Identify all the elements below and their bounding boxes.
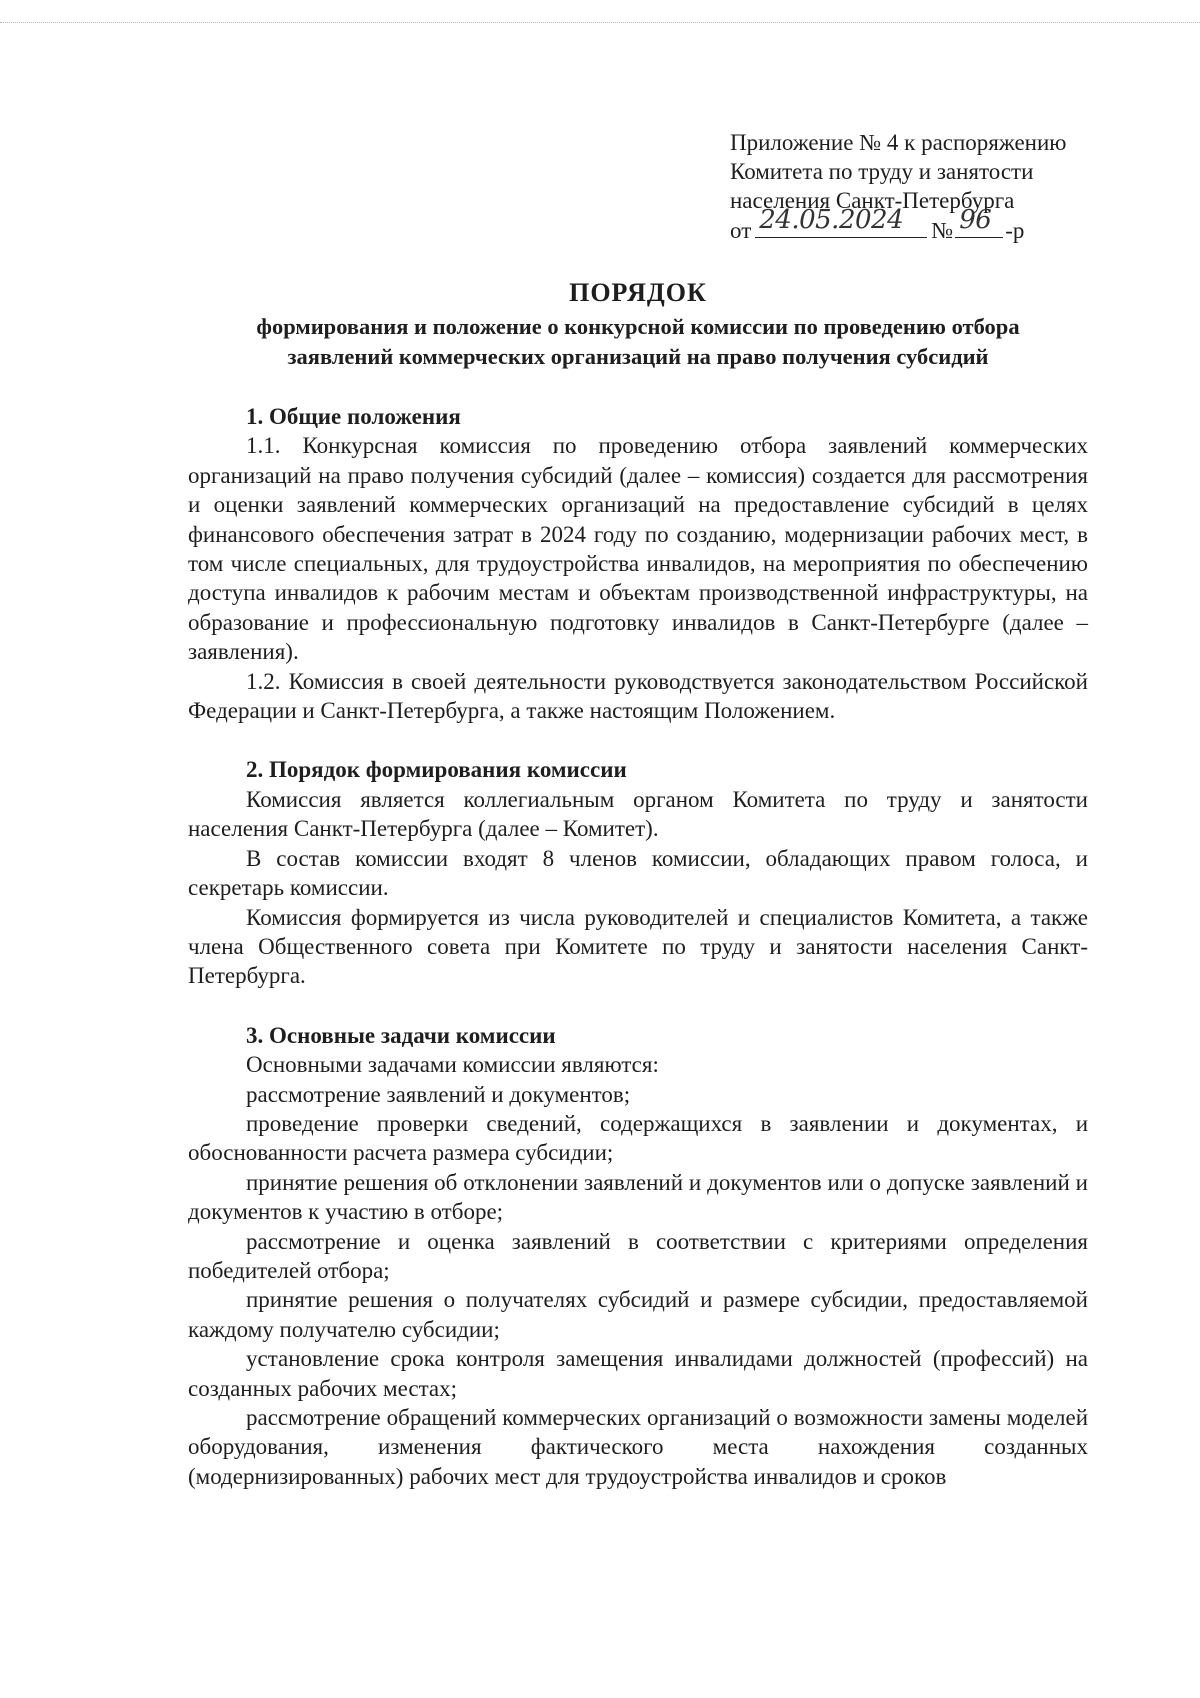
handwritten-date: 24.05.2024 bbox=[759, 205, 904, 235]
number-suffix: -р bbox=[1005, 218, 1025, 243]
section-3-paragraph-2: рассмотрение заявлений и документов; bbox=[246, 1081, 631, 1107]
section-3-paragraph-8: рассмотрение обращений коммерческих организаций о возможности замены моделей оборудования, изменения фактического места нахождения созданных (модернизированных) рабочих мест для трудоустройства инвалидов и сроков bbox=[188, 1405, 1088, 1489]
appendix-block bbox=[730, 128, 1170, 245]
document-subtitle-line-2: заявлений коммерческих организаций на право получения субсидий bbox=[287, 344, 989, 369]
section-3-paragraph-5: рассмотрение и оценка заявлений в соответствии с критериями определения победителей отбора; bbox=[188, 1228, 1088, 1283]
scan-edge-line bbox=[0, 22, 1200, 23]
section-3-paragraph-6: принятие решения о получателях субсидий и размере субсидии, предоставляемой каждому получателю субсидии; bbox=[188, 1287, 1088, 1342]
section-gap bbox=[188, 991, 1088, 1021]
from-label: от bbox=[730, 218, 752, 243]
section-1-paragraph-2: 1.2. Комиссия в своей деятельности руководствуется законодательством Российской Федерации и Санкт-Петербурга, а также настоящим Положением. bbox=[188, 668, 1088, 724]
section-3-paragraph-3: проведение проверки сведений, содержащихся в заявлении и документах, и обоснованности расчета размера субсидии; bbox=[188, 1110, 1088, 1166]
section-3-heading: 3. Основные задачи комиссии bbox=[246, 1022, 556, 1048]
section-1-paragraph-1: 1.1. Конкурсная комиссия по проведению отбора заявлений коммерческих организаций на право получения субсидий (далее – комиссия) создается для рассмотрения и оценки заявлений коммерческих организаций на предоставление субсидий в целях финансового обеспечения затрат в 2024 году по созданию, модернизации рабочих мест, в том числе специальных, для трудоустройства инвалидов, на мероприятия по обеспечению доступа инвалидов к рабочим местам и объектам производственной инфраструктуры, на образование и профессиональную подготовку инвалидов в Санкт-Петербурге (далее – заявления). bbox=[188, 433, 1088, 665]
appendix-line-2: Комитета по труду и занятости bbox=[730, 159, 1034, 184]
section-3-paragraph-4: принятие решения об отклонении заявлений и документов или о допуске заявлений и документов к участию в отборе; bbox=[188, 1169, 1088, 1225]
document-title: ПОРЯДОК bbox=[569, 278, 707, 307]
section-1-heading: 1. Общие положения bbox=[246, 404, 461, 429]
date-field bbox=[755, 205, 927, 238]
document-body bbox=[188, 402, 1088, 1491]
section-3-paragraph-1: Основными задачами комиссии являются: bbox=[246, 1052, 659, 1078]
section-gap bbox=[188, 725, 1088, 755]
section-2-paragraph-1: Комиссия является коллегиальным органом Комитета по труду и занятости населения Санкт-Петербурга (далее – Комитет). bbox=[188, 786, 1088, 842]
document-subtitle-line-1: формирования и положение о конкурсной комиссии по проведению отбора bbox=[256, 314, 1020, 339]
number-label: № bbox=[931, 218, 954, 243]
section-2-paragraph-3: Комиссия формируется из числа руководителей и специалистов Комитета, а также члена Общественного совета при Комитете по труду и занятости населения Санкт-Петербурга. bbox=[188, 904, 1088, 989]
section-2-heading: 2. Порядок формирования комиссии bbox=[246, 757, 627, 783]
appendix-line-4 bbox=[730, 205, 1170, 245]
section-2-paragraph-2: В состав комиссии входят 8 членов комиссии, обладающих правом голоса, и секретарь комиссии. bbox=[188, 845, 1088, 901]
appendix-line-1: Приложение № 4 к распоряжению bbox=[730, 130, 1067, 155]
section-3-paragraph-7: установление срока контроля замещения инвалидами должностей (профессий) на созданных рабочих местах; bbox=[188, 1346, 1088, 1401]
number-field bbox=[955, 205, 1003, 238]
appendix-line-3: населения Санкт-Петербурга bbox=[730, 188, 1015, 213]
handwritten-number: 96 bbox=[959, 205, 992, 235]
